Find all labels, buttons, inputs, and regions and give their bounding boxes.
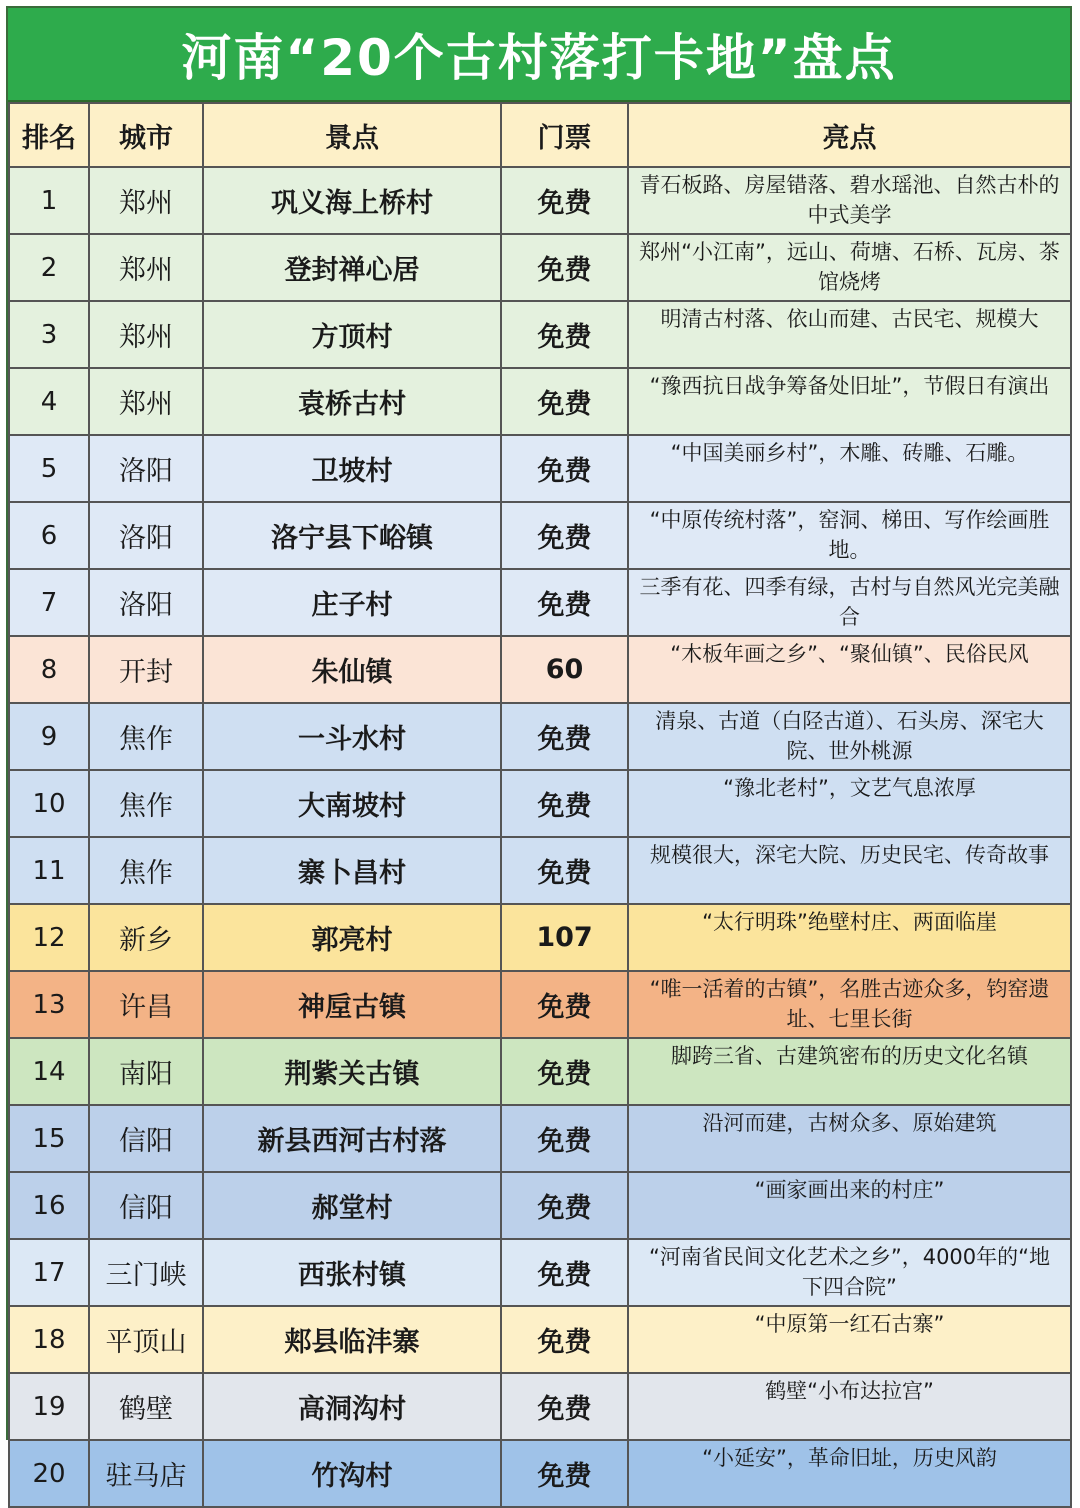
highlight-cell: “河南省民间文化艺术之乡”，4000年的“地下四合院” bbox=[628, 1239, 1071, 1306]
table-row bbox=[9, 971, 1071, 1038]
table-body bbox=[9, 167, 1071, 1507]
rank-cell: 20 bbox=[9, 1440, 89, 1507]
header-row bbox=[9, 103, 1071, 167]
rank-cell: 7 bbox=[9, 569, 89, 636]
table-row bbox=[9, 1105, 1071, 1172]
rank-cell: 12 bbox=[9, 904, 89, 971]
rank-cell: 2 bbox=[9, 234, 89, 301]
table-row bbox=[9, 1306, 1071, 1373]
city-cell: 开封 bbox=[89, 636, 203, 703]
spot-cell: 方顶村 bbox=[203, 301, 501, 368]
spot-cell: 登封禅心居 bbox=[203, 234, 501, 301]
highlight-cell: 沿河而建，古树众多、原始建筑 bbox=[628, 1105, 1071, 1172]
spot-cell: 郭亮村 bbox=[203, 904, 501, 971]
highlight-cell: “木板年画之乡”、“聚仙镇”、民俗民风 bbox=[628, 636, 1071, 703]
city-cell: 新乡 bbox=[89, 904, 203, 971]
highlight-cell: “豫西抗日战争筹备处旧址”，节假日有演出 bbox=[628, 368, 1071, 435]
table-row bbox=[9, 1172, 1071, 1239]
rank-cell: 9 bbox=[9, 703, 89, 770]
table-row bbox=[9, 770, 1071, 837]
city-cell: 郑州 bbox=[89, 368, 203, 435]
fee-cell: 107 bbox=[501, 904, 628, 971]
highlight-cell: “中原传统村落”，窑洞、梯田、写作绘画胜地。 bbox=[628, 502, 1071, 569]
city-cell: 许昌 bbox=[89, 971, 203, 1038]
spot-cell: 神垕古镇 bbox=[203, 971, 501, 1038]
city-cell: 南阳 bbox=[89, 1038, 203, 1105]
rank-cell: 16 bbox=[9, 1172, 89, 1239]
highlight-cell: 脚跨三省、古建筑密布的历史文化名镇 bbox=[628, 1038, 1071, 1105]
table-row bbox=[9, 837, 1071, 904]
highlight-cell: “中国美丽乡村”，木雕、砖雕、石雕。 bbox=[628, 435, 1071, 502]
highlight-cell: 鹤壁“小布达拉宫” bbox=[628, 1373, 1071, 1440]
header-rank: 排名 bbox=[9, 103, 89, 167]
rank-cell: 10 bbox=[9, 770, 89, 837]
spot-cell: 洛宁县下峪镇 bbox=[203, 502, 501, 569]
city-cell: 平顶山 bbox=[89, 1306, 203, 1373]
highlight-cell: “小延安”，革命旧址，历史风韵 bbox=[628, 1440, 1071, 1507]
rank-cell: 11 bbox=[9, 837, 89, 904]
table-row bbox=[9, 1239, 1071, 1306]
fee-cell: 免费 bbox=[501, 770, 628, 837]
rank-cell: 5 bbox=[9, 435, 89, 502]
spot-cell: 巩义海上桥村 bbox=[203, 167, 501, 234]
table-row bbox=[9, 703, 1071, 770]
fee-cell: 免费 bbox=[501, 1239, 628, 1306]
header-highlight: 亮点 bbox=[628, 103, 1071, 167]
spot-cell: 寨卜昌村 bbox=[203, 837, 501, 904]
table-row bbox=[9, 1038, 1071, 1105]
fee-cell: 免费 bbox=[501, 971, 628, 1038]
fee-cell: 免费 bbox=[501, 167, 628, 234]
rank-cell: 8 bbox=[9, 636, 89, 703]
city-cell: 鹤壁 bbox=[89, 1373, 203, 1440]
spot-cell: 袁桥古村 bbox=[203, 368, 501, 435]
spot-cell: 朱仙镇 bbox=[203, 636, 501, 703]
fee-cell: 免费 bbox=[501, 502, 628, 569]
fee-cell: 免费 bbox=[501, 837, 628, 904]
fee-cell: 免费 bbox=[501, 1373, 628, 1440]
spot-cell: 卫坡村 bbox=[203, 435, 501, 502]
village-table bbox=[8, 102, 1072, 1508]
fee-cell: 免费 bbox=[501, 435, 628, 502]
city-cell: 郑州 bbox=[89, 301, 203, 368]
spot-cell: 郏县临沣寨 bbox=[203, 1306, 501, 1373]
fee-cell: 免费 bbox=[501, 1172, 628, 1239]
table-row bbox=[9, 636, 1071, 703]
highlight-cell: “唯一活着的古镇”，名胜古迹众多，钧窑遗址、七里长街 bbox=[628, 971, 1071, 1038]
city-cell: 郑州 bbox=[89, 167, 203, 234]
city-cell: 三门峡 bbox=[89, 1239, 203, 1306]
table-row bbox=[9, 167, 1071, 234]
table-row bbox=[9, 569, 1071, 636]
highlight-cell: “画家画出来的村庄” bbox=[628, 1172, 1071, 1239]
header-city: 城市 bbox=[89, 103, 203, 167]
page-title: 河南“20个古村落打卡地”盘点 bbox=[8, 8, 1070, 102]
header-fee: 门票 bbox=[501, 103, 628, 167]
table-row bbox=[9, 368, 1071, 435]
table-row bbox=[9, 234, 1071, 301]
rank-cell: 13 bbox=[9, 971, 89, 1038]
city-cell: 焦作 bbox=[89, 770, 203, 837]
city-cell: 焦作 bbox=[89, 837, 203, 904]
rank-cell: 17 bbox=[9, 1239, 89, 1306]
highlight-cell: 青石板路、房屋错落、碧水瑶池、自然古朴的中式美学 bbox=[628, 167, 1071, 234]
fee-cell: 免费 bbox=[501, 1105, 628, 1172]
header-spot: 景点 bbox=[203, 103, 501, 167]
table-header bbox=[9, 103, 1071, 167]
city-cell: 信阳 bbox=[89, 1172, 203, 1239]
fee-cell: 免费 bbox=[501, 1038, 628, 1105]
fee-cell: 免费 bbox=[501, 703, 628, 770]
fee-cell: 免费 bbox=[501, 1306, 628, 1373]
rank-cell: 6 bbox=[9, 502, 89, 569]
fee-cell: 免费 bbox=[501, 234, 628, 301]
rank-cell: 14 bbox=[9, 1038, 89, 1105]
table-row bbox=[9, 435, 1071, 502]
fee-cell: 免费 bbox=[501, 368, 628, 435]
table-row bbox=[9, 502, 1071, 569]
rank-cell: 15 bbox=[9, 1105, 89, 1172]
highlight-cell: 规模很大，深宅大院、历史民宅、传奇故事 bbox=[628, 837, 1071, 904]
rank-cell: 3 bbox=[9, 301, 89, 368]
poster-frame bbox=[6, 6, 1072, 1492]
spot-cell: 高洞沟村 bbox=[203, 1373, 501, 1440]
spot-cell: 一斗水村 bbox=[203, 703, 501, 770]
rank-cell: 19 bbox=[9, 1373, 89, 1440]
fee-cell: 免费 bbox=[501, 1440, 628, 1507]
city-cell: 驻马店 bbox=[89, 1440, 203, 1507]
highlight-cell: 三季有花、四季有绿，古村与自然风光完美融合 bbox=[628, 569, 1071, 636]
city-cell: 洛阳 bbox=[89, 435, 203, 502]
spot-cell: 西张村镇 bbox=[203, 1239, 501, 1306]
rank-cell: 1 bbox=[9, 167, 89, 234]
highlight-cell: 清泉、古道（白陉古道）、石头房、深宅大院、世外桃源 bbox=[628, 703, 1071, 770]
spot-cell: 庄子村 bbox=[203, 569, 501, 636]
city-cell: 信阳 bbox=[89, 1105, 203, 1172]
highlight-cell: “中原第一红石古寨” bbox=[628, 1306, 1071, 1373]
fee-cell: 免费 bbox=[501, 301, 628, 368]
spot-cell: 大南坡村 bbox=[203, 770, 501, 837]
city-cell: 洛阳 bbox=[89, 502, 203, 569]
fee-cell: 60 bbox=[501, 636, 628, 703]
spot-cell: 竹沟村 bbox=[203, 1440, 501, 1507]
highlight-cell: “豫北老村”，文艺气息浓厚 bbox=[628, 770, 1071, 837]
highlight-cell: 明清古村落、依山而建、古民宅、规模大 bbox=[628, 301, 1071, 368]
table-row bbox=[9, 301, 1071, 368]
table-row bbox=[9, 904, 1071, 971]
table-row bbox=[9, 1373, 1071, 1440]
rank-cell: 4 bbox=[9, 368, 89, 435]
spot-cell: 新县西河古村落 bbox=[203, 1105, 501, 1172]
rank-cell: 18 bbox=[9, 1306, 89, 1373]
table-row bbox=[9, 1440, 1071, 1507]
highlight-cell: “太行明珠”绝壁村庄、两面临崖 bbox=[628, 904, 1071, 971]
spot-cell: 荆紫关古镇 bbox=[203, 1038, 501, 1105]
city-cell: 洛阳 bbox=[89, 569, 203, 636]
city-cell: 郑州 bbox=[89, 234, 203, 301]
city-cell: 焦作 bbox=[89, 703, 203, 770]
spot-cell: 郝堂村 bbox=[203, 1172, 501, 1239]
highlight-cell: 郑州“小江南”，远山、荷塘、石桥、瓦房、茶馆烧烤 bbox=[628, 234, 1071, 301]
fee-cell: 免费 bbox=[501, 569, 628, 636]
